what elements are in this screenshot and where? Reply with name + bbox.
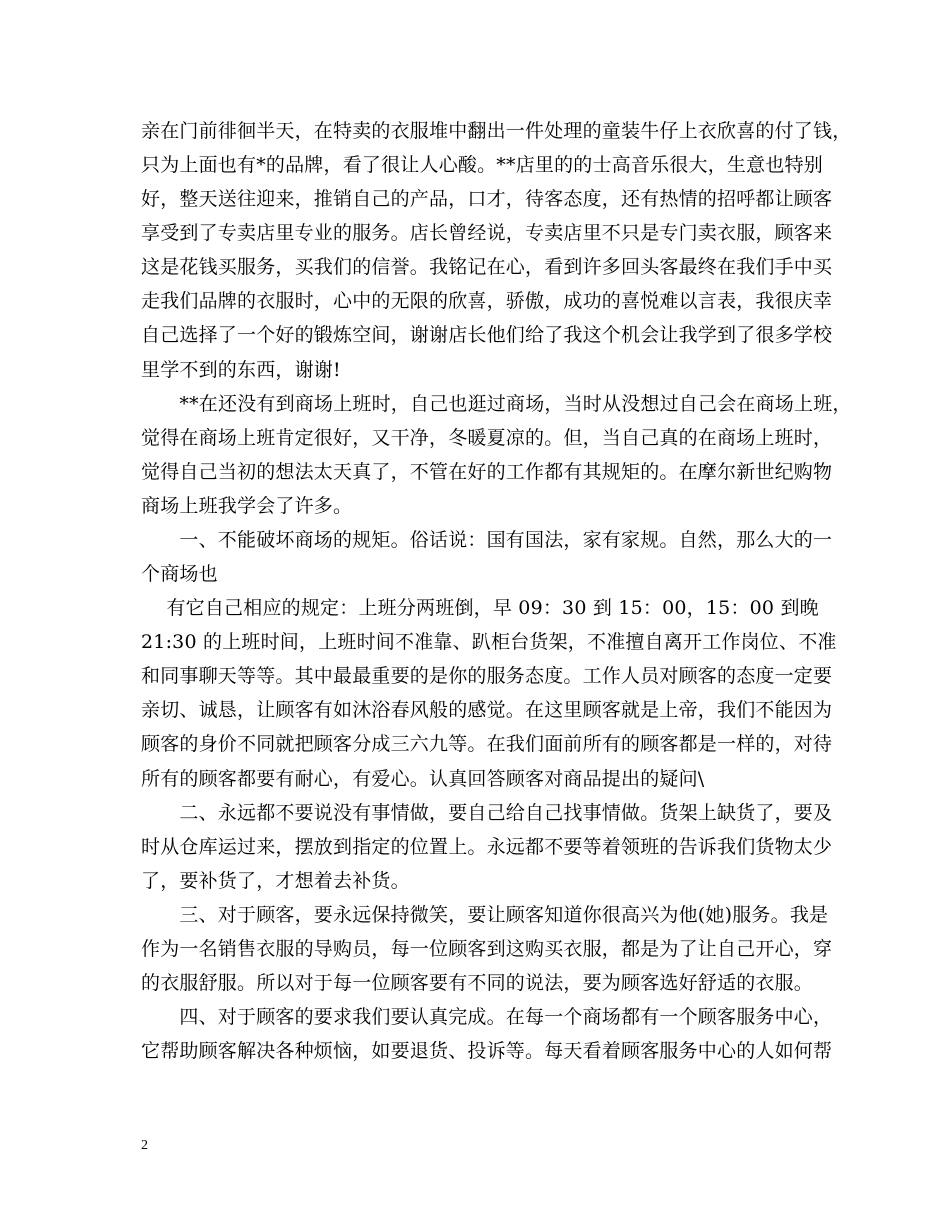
text-line: 21:30 的上班时间，上班时间不准靠、趴柜台货架，不准擅自离开工作岗位、不准 [141,631,837,653]
text-line: **在还没有到商场上班时，自己也逛过商场，当时从没想过自己会在商场上班， [141,393,852,415]
text-line: 一、不能破坏商场的规矩。俗话说：国有国法，家有家规。自然，那么大的一 [141,529,833,551]
text-line: 自己选择了一个好的锻炼空间，谢谢店长他们给了我这个机会让我学到了很多学校 [141,324,833,346]
text-line: 里学不到的东西，谢谢! [141,359,341,381]
text-line: 作为一名销售衣服的导购员，每一位顾客到这购买衣服，都是为了让自己开心，穿 [141,938,833,960]
text-line: 走我们品牌的衣服时，心中的无限的欣喜，骄傲，成功的喜悦难以言表，我很庆幸 [141,290,833,312]
text-line: 的衣服舒服。所以对于每一位顾客要有不同的说法，要为顾客选好舒适的衣服。 [141,972,814,994]
text-line: 和同事聊天等等。其中最最重要的是你的服务态度。工作人员对顾客的态度一定要 [141,665,833,687]
text-line: 顾客的身价不同就把顾客分成三六九等。在我们面前所有的顾客都是一样的，对待 [141,733,833,755]
text-line: 它帮助顾客解决各种烦恼，如要退货、投诉等。每天看着顾客服务中心的人如何帮 [141,1040,833,1062]
text-line: 只为上面也有*的品牌，看了很让人心酸。**店里的的士高音乐很大，生意也特别 [141,154,823,176]
text-line: 了，要补货了，才想着去补货。 [141,870,410,892]
text-line: 三、对于顾客，要永远保持微笑，要让顾客知道你很高兴为他(她)服务。我是 [141,904,829,926]
text-line: 二、永远都不要说没有事情做，要自己给自己找事情做。货架上缺货了，要及 [141,802,833,824]
page-number: 2 [141,1138,148,1153]
text-line: 好，整天送往迎来，推销自己的产品，口才，待客态度，还有热情的招呼都让顾客 [141,188,833,210]
text-line: 所有的顾客都要有耐心，有爱心。认真回答顾客对商品提出的疑问\ [141,768,705,790]
text-line: 亲切、诚恳，让顾客有如沐浴春风般的感觉。在这里顾客就是上帝，我们不能因为 [141,699,833,721]
text-line: 时从仓库运过来，摆放到指定的位置上。永远都不要等着领班的告诉我们货物太少 [141,836,833,858]
text-line: 这是花钱买服务，买我们的信誉。我铭记在心，看到许多回头客最终在我们手中买 [141,256,833,278]
text-line: 亲在门前徘徊半天，在特卖的衣服堆中翻出一件处理的童装牛仔上衣欣喜的付了钱， [141,120,852,142]
text-line: 觉得在商场上班肯定很好，又干净，冬暖夏凉的。但，当自己真的在商场上班时， [141,427,833,449]
text-line: 有它自己相应的规定：上班分两班倒，早 09：30 到 15：00，15：00 到晚 [141,597,819,619]
text-line: 觉得自己当初的想法太天真了，不管在好的工作都有其规矩的。在摩尔新世纪购物 [141,461,833,483]
text-line: 享受到了专卖店里专业的服务。店长曾经说，专卖店里不只是专门卖衣服，顾客来 [141,222,833,244]
text-line: 个商场也 [141,563,218,585]
text-line: 商场上班我学会了许多。 [141,495,353,517]
text-line: 四、对于顾客的要求我们要认真完成。在每一个商场都有一个顾客服务中心， [141,1006,833,1028]
